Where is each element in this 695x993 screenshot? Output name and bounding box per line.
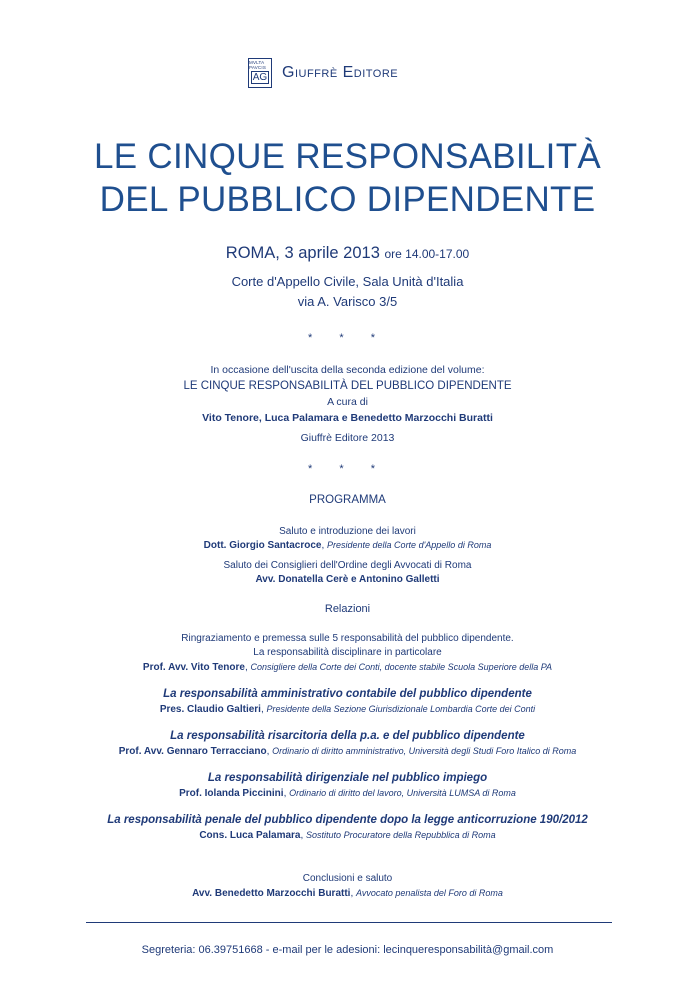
publisher-header — [248, 55, 398, 91]
talk-2-speaker-line: Pres. Claudio Galtieri, Presidente della Sezione Giurisdizionale Lombardia Corte dei Conti — [159, 704, 536, 715]
talk-3-speaker-line: Prof. Avv. Gennaro Terracciano, Ordinario di diritto amministrativo, Università degli Studi Foro Italico di Roma — [118, 746, 577, 757]
speaker-role: Consigliere della Corte dei Conti, docente stabile Scuola Superiore della PA — [250, 662, 553, 672]
footer-divider — [86, 922, 612, 923]
event-address: via A. Varisco 3/5 — [297, 294, 398, 309]
title-line-2: DEL PUBBLICO DIPENDENTE — [99, 180, 596, 219]
book-edition: Giuffrè Editore 2013 — [300, 432, 395, 444]
greetings-title: Saluto dei Consiglieri dell'Ordine degli Avvocati di Roma — [223, 560, 472, 571]
opening-speaker-line: Dott. Giorgio Santacroce, Presidente della Corte d'Appello di Roma — [203, 540, 492, 551]
talk-4-speaker-line: Prof. Iolanda Piccinini, Ordinario di diritto del lavoro, Università LUMSA di Roma — [179, 788, 516, 799]
event-venue: Corte d'Appello Civile, Sala Unità d'Italia — [231, 274, 464, 289]
greetings-speakers: Avv. Donatella Cerè e Antonino Galletti — [255, 574, 440, 585]
event-time: ore 14.00-17.00 — [384, 247, 470, 261]
speaker-role: Avvocato penalista del Foro di Roma — [356, 888, 503, 898]
talk-5-title: La responsabilità penale del pubblico dipendente dopo la legge anticorruzione 190/2012 — [107, 814, 588, 826]
speaker-role: Ordinario di diritto amministrativo, Università degli Studi Foro Italico di Roma — [272, 746, 577, 756]
edited-by-label: A cura di — [327, 396, 368, 408]
speaker-role: Sostituto Procuratore della Repubblica di Roma — [306, 830, 496, 840]
separator-stars: * * * — [308, 463, 387, 475]
logo-motto: MVLTA PAVCIS — [249, 60, 267, 70]
publisher-name: Giuffrè Editore — [282, 64, 399, 81]
book-title: LE CINQUE RESPONSABILITÀ DEL PUBBLICO DIPENDENTE — [183, 380, 512, 392]
book-editors: Vito Tenore, Luca Palamara e Benedetto Marzocchi Buratti — [202, 412, 493, 424]
event-date — [0, 244, 695, 263]
talk-1-speaker-line: Prof. Avv. Vito Tenore, Consigliere della Corte dei Conti, docente stabile Scuola Superiore della PA — [142, 662, 553, 673]
talk-4-title: La responsabilità dirigenziale nel pubblico impiego — [207, 772, 488, 784]
page-title — [0, 135, 695, 221]
speaker-name: Prof. Avv. Vito Tenore — [142, 662, 245, 673]
speaker-role: Ordinario di diritto del lavoro, Università LUMSA di Roma — [289, 788, 516, 798]
opening-title: Saluto e introduzione dei lavori — [279, 526, 416, 537]
intro-text: In occasione dell'uscita della seconda edizione del volume: — [210, 364, 485, 376]
event-city-date: ROMA, 3 aprile 2013 — [225, 244, 380, 262]
speaker-name: Prof. Iolanda Piccinini — [179, 788, 284, 799]
logo-letters: AG — [252, 72, 268, 83]
publisher-logo — [248, 58, 272, 88]
talk-2-title: La responsabilità amministrativo contabile del pubblico dipendente — [163, 688, 532, 700]
speaker-name: Prof. Avv. Gennaro Terracciano — [118, 746, 267, 757]
title-line-1: LE CINQUE RESPONSABILITÀ — [93, 137, 602, 176]
speaker-name: Avv. Benedetto Marzocchi Buratti — [192, 888, 351, 899]
talk-5-speaker-line: Cons. Luca Palamara, Sostituto Procuratore della Repubblica di Roma — [199, 830, 496, 841]
talk-1-title-b: La responsabilità disciplinare in particolare — [253, 647, 442, 658]
speaker-name: Pres. Claudio Galtieri — [159, 704, 261, 715]
relazioni-heading: Relazioni — [324, 603, 371, 615]
separator-stars: * * * — [308, 332, 387, 344]
speaker-role: Presidente della Corte d'Appello di Roma — [327, 540, 492, 550]
closing-title: Conclusioni e saluto — [302, 873, 393, 884]
closing-speaker-line: Avv. Benedetto Marzocchi Buratti, Avvocato penalista del Foro di Roma — [192, 888, 503, 899]
speaker-name: Dott. Giorgio Santacroce — [203, 540, 322, 551]
speaker-name: Cons. Luca Palamara — [199, 830, 301, 841]
talk-1-title-a: Ringraziamento e premessa sulle 5 responsabilità del pubblico dipendente. — [181, 633, 514, 644]
speaker-role: Presidente della Sezione Giurisdizionale Lombardia Corte dei Conti — [266, 704, 536, 714]
programma-heading: PROGRAMMA — [309, 494, 386, 506]
footer-contact: Segreteria: 06.39751668 - e-mail per le adesioni: lecinqueresponsabilità@gmail.com — [141, 944, 554, 956]
talk-3-title: La responsabilità risarcitoria della p.a. e del pubblico dipendente — [170, 730, 525, 742]
